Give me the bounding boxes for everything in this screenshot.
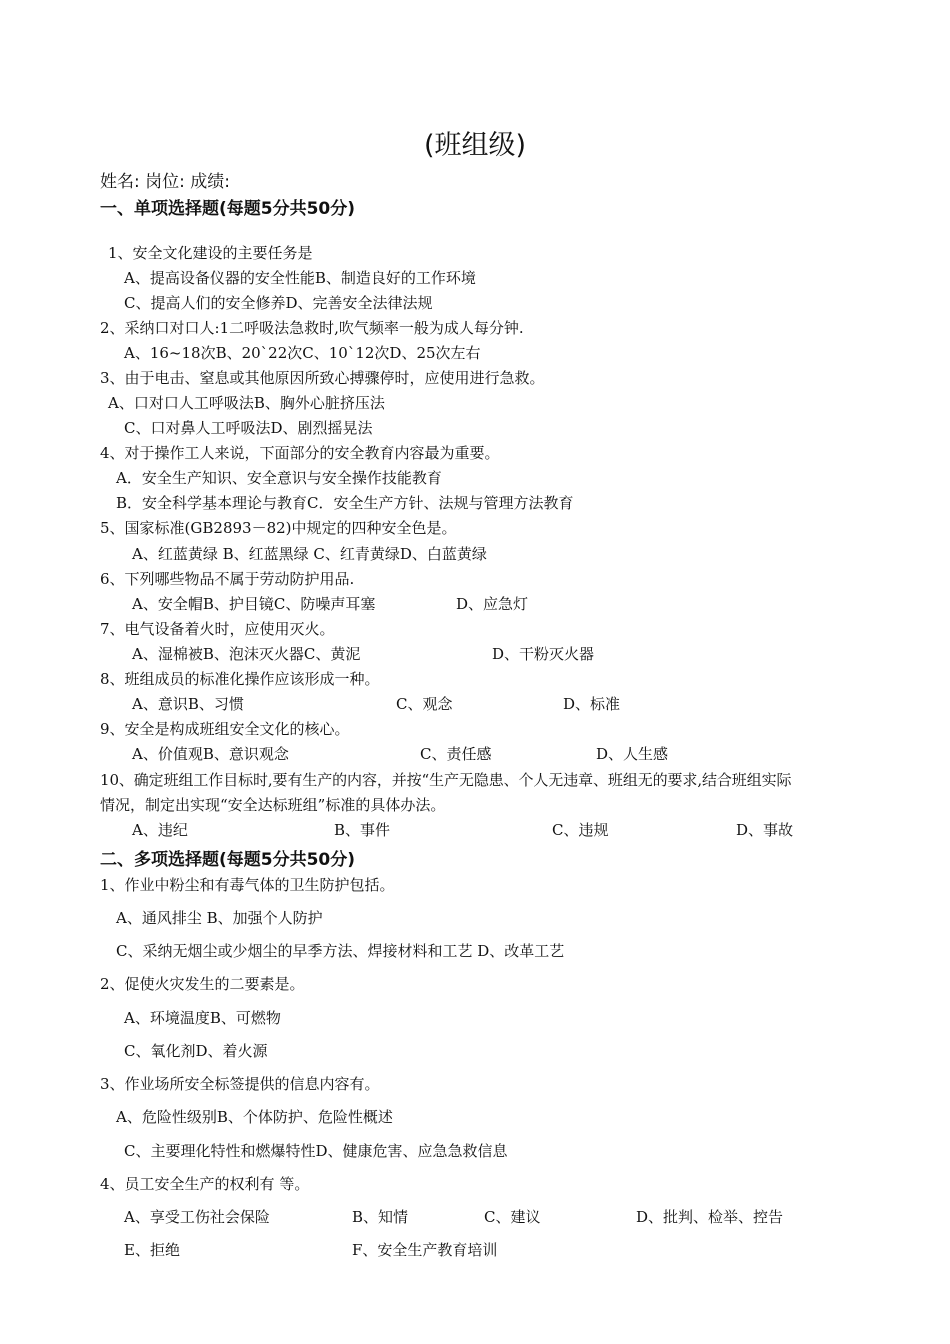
option-f: F、安全生产教育培训 bbox=[352, 1241, 498, 1259]
question-10-continued: 情况，制定出实现“安全达标班组”标准的具体办法。 bbox=[100, 796, 446, 814]
option-d: D、应急灯 bbox=[456, 595, 529, 613]
option-c: C、建议 bbox=[484, 1208, 541, 1226]
options-line: A、危险性级别B、个体防护、危险性概述 bbox=[116, 1108, 393, 1126]
option-c: C、责任感 bbox=[420, 745, 492, 763]
question-8: 8、班组成员的标准化操作应该形成一种。 bbox=[100, 670, 380, 688]
option-c: C、违规 bbox=[552, 821, 609, 839]
section-heading-multiple-choice: 二、多项选择题(每题5分共50分) bbox=[100, 850, 356, 870]
student-info-line: 姓名: 岗位: 成绩: bbox=[100, 172, 230, 192]
options-line: A、安全帽B、护目镜C、防噪声耳塞 bbox=[132, 595, 376, 613]
question-9: 9、安全是构成班组安全文化的核心。 bbox=[100, 720, 350, 738]
page-title: (班组级) bbox=[423, 130, 527, 161]
option-d: D、批判、检举、控告 bbox=[636, 1208, 784, 1226]
option-d: D、人生感 bbox=[596, 745, 669, 763]
question-4: 4、员工安全生产的权利有 等。 bbox=[100, 1175, 310, 1193]
options-line: C、氧化剂D、着火源 bbox=[124, 1042, 268, 1060]
option-d: D、事故 bbox=[736, 821, 794, 839]
option-d: D、干粉灭火器 bbox=[492, 645, 595, 663]
option-a: A、享受工伤社会保险 bbox=[124, 1208, 270, 1226]
options-line: C、采纳无烟尘或少烟尘的早季方法、焊接材料和工艺 D、改革工艺 bbox=[116, 942, 565, 960]
question-2: 2、采纳口对口人:1二呼吸法急救时,吹气频率一般为成人每分钟. bbox=[100, 319, 524, 337]
options-line: A、提高设备仪器的安全性能B、制造良好的工作环境 bbox=[124, 269, 476, 287]
question-3: 3、作业场所安全标签提供的信息内容有。 bbox=[100, 1075, 380, 1093]
question-1: 1、作业中粉尘和有毒气体的卫生防护包括。 bbox=[100, 876, 395, 894]
options-line: A、通风排尘 B、加强个人防护 bbox=[116, 909, 323, 927]
question-1: 1、安全文化建设的主要任务是 bbox=[108, 244, 313, 262]
options-line: B．安全科学基本理论与教育C．安全生产方针、法规与管理方法教育 bbox=[116, 494, 574, 512]
option-e: E、拒绝 bbox=[124, 1241, 180, 1259]
options-line: A．安全生产知识、安全意识与安全操作技能教育 bbox=[116, 469, 442, 487]
options-line: A、红蓝黄绿 B、红蓝黑绿 C、红青黄绿D、白蓝黄绿 bbox=[132, 545, 487, 563]
options-line: A、环境温度B、可燃物 bbox=[124, 1009, 281, 1027]
option-b: B、知情 bbox=[352, 1208, 409, 1226]
question-7: 7、电气设备着火时，应使用灭火。 bbox=[100, 620, 335, 638]
options-line: A、16~18次B、20`22次C、10`12次D、25次左右 bbox=[124, 344, 481, 362]
question-5: 5、国家标准(GB2893－82)中规定的四种安全色是。 bbox=[100, 519, 457, 537]
section-heading-single-choice: 一、单项选择题(每题5分共50分) bbox=[100, 199, 356, 219]
question-6: 6、下列哪些物品不属于劳动防护用品. bbox=[100, 570, 355, 588]
question-10: 10、确定班组工作目标时,要有生产的内容，并按“生产无隐患、个人无违章、班组无的要求,结合班组实际 bbox=[100, 771, 792, 789]
options-line: A、价值观B、意识观念 bbox=[132, 745, 289, 763]
option-b: B、事件 bbox=[334, 821, 391, 839]
question-4: 4、对于操作工人来说，下面部分的安全教育内容最为重要。 bbox=[100, 444, 500, 462]
options-line: C、提高人们的安全修养D、完善安全法律法规 bbox=[124, 294, 433, 312]
question-3: 3、由于电击、窒息或其他原因所致心搏骤停时，应使用进行急救。 bbox=[100, 369, 545, 387]
options-line: A、意识B、习惯 bbox=[132, 695, 244, 713]
option-a: A、违纪 bbox=[132, 821, 188, 839]
option-d: D、标准 bbox=[563, 695, 621, 713]
options-line: A、湿棉被B、泡沫灭火器C、黄泥 bbox=[132, 645, 361, 663]
question-2: 2、促使火灾发生的二要素是。 bbox=[100, 975, 305, 993]
option-c: C、观念 bbox=[396, 695, 453, 713]
options-line: C、主要理化特性和燃爆特性D、健康危害、应急急救信息 bbox=[124, 1142, 508, 1160]
options-line: C、口对鼻人工呼吸法D、剧烈摇晃法 bbox=[124, 419, 373, 437]
options-line: A、口对口人工呼吸法B、胸外心脏挤压法 bbox=[108, 394, 385, 412]
